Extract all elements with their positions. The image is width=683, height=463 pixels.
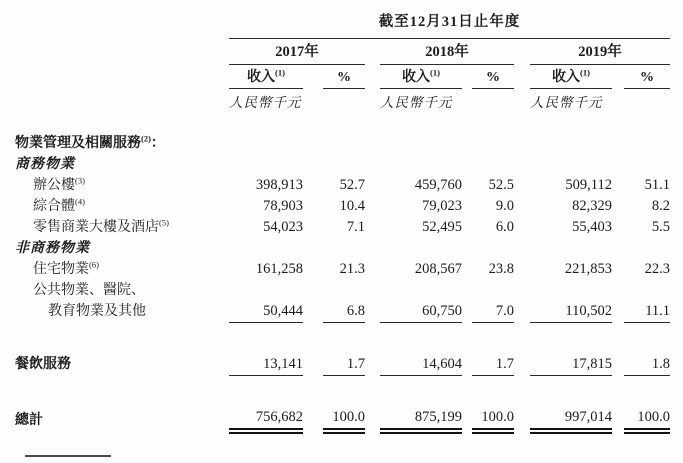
num-cell-total: 100.0 [472, 407, 514, 431]
row-label-line2: 教育物業及其他 [48, 304, 146, 319]
revenue-column-header [229, 65, 303, 89]
spacer-cell [462, 175, 472, 196]
num-cell: 7.1 [346, 219, 365, 235]
num-cell: 82,329 [572, 198, 612, 214]
year-2018-label: 2018年 [380, 39, 514, 65]
spacer-cell [303, 196, 323, 217]
year-2019-label: 2019年 [530, 39, 670, 65]
spacer-cell [229, 238, 670, 259]
num-cell: 52,495 [422, 219, 462, 235]
num-cell-total: 875,199 [380, 407, 462, 431]
percent-column-header: % [472, 65, 514, 89]
currency-note: 人民幣千元 [380, 95, 453, 110]
spacer-cell [365, 259, 380, 280]
num-cell: 17,815 [530, 354, 612, 376]
row-label [15, 175, 229, 196]
spacer-cell [462, 259, 472, 280]
spacer-cell [462, 196, 472, 217]
num-cell-total: 997,014 [530, 407, 612, 431]
spacer-cell [514, 354, 530, 376]
table-row-sub-commercial [15, 154, 670, 175]
footnote-marker: (6) [89, 259, 99, 270]
num-cell: 221,853 [564, 261, 612, 277]
row-label: 餐飲服務 [15, 357, 71, 372]
currency-note: 人民幣千元 [229, 95, 302, 110]
spacer-row [15, 322, 670, 354]
revenue-breakdown-table [15, 12, 670, 434]
num-cell-total: 100.0 [323, 407, 365, 431]
revenue-footnote-marker: (1) [275, 67, 285, 78]
subsection-label: 商務物業 [15, 157, 75, 172]
spacer-cell [612, 196, 624, 217]
table-row-office [15, 175, 670, 196]
row-label-text: 綜合體 [33, 199, 75, 214]
spacer-cell [365, 39, 380, 65]
num-cell: 6.0 [495, 219, 514, 235]
num-cell: 5.5 [651, 219, 671, 235]
spacer-cell [472, 89, 530, 114]
footnote-marker: (5) [159, 217, 169, 228]
spacer-cell [624, 89, 670, 114]
revenue-column-header [530, 65, 612, 89]
num-cell: 79,023 [422, 198, 462, 214]
num-cell: 52.7 [339, 177, 365, 193]
footnote-marker: (2) [141, 133, 151, 144]
spacer-cell [365, 217, 380, 238]
spacer-cell [303, 175, 323, 196]
header-measures-row [15, 65, 670, 89]
spacer-cell [462, 354, 472, 376]
num-cell: 54,023 [263, 219, 303, 235]
num-cell: 7.0 [472, 280, 514, 322]
row-label-line1: 公共物業、醫院、 [33, 283, 145, 298]
spacer-cell [365, 175, 380, 196]
spacer-cell [303, 407, 323, 431]
spacer-cell [612, 65, 624, 89]
spacer-cell [514, 407, 530, 431]
spacer-cell [462, 217, 472, 238]
num-cell: 459,760 [414, 177, 462, 193]
spacer-cell [514, 280, 530, 322]
num-cell: 55,403 [572, 219, 612, 235]
num-cell: 78,903 [263, 198, 303, 214]
spacer-cell [365, 65, 380, 89]
spacer-cell [514, 65, 530, 89]
num-cell: 23.8 [488, 261, 514, 277]
spacer-cell [612, 217, 624, 238]
footnote-separator [25, 455, 111, 457]
spacer-cell [462, 407, 472, 431]
header-years-row [15, 39, 670, 65]
revenue-column-header [380, 65, 462, 89]
num-cell: 9.0 [495, 198, 514, 214]
spacer-row [15, 113, 670, 133]
num-cell: 21.3 [339, 261, 365, 277]
num-cell: 208,567 [414, 261, 462, 277]
spacer-cell [462, 280, 472, 322]
spacer-cell [365, 407, 380, 431]
spacer-cell [612, 175, 624, 196]
row-label [15, 280, 229, 322]
num-cell: 398,913 [255, 177, 303, 193]
year-2017-label: 2017年 [229, 39, 365, 65]
spacer-cell [514, 196, 530, 217]
spacer-cell [303, 354, 323, 376]
section-label-colon: ： [150, 136, 165, 151]
row-label [15, 259, 229, 280]
num-cell: 22.3 [644, 261, 671, 277]
revenue-footnote-marker: (1) [430, 67, 440, 78]
percent-column-header: % [323, 65, 365, 89]
footnote-marker: (4) [75, 196, 85, 207]
spacer-cell [303, 217, 323, 238]
num-cell: 13,141 [229, 354, 303, 376]
table-row-section-property [15, 133, 670, 154]
table-row-sub-noncommercial [15, 238, 670, 259]
spacer-cell [514, 39, 530, 65]
spacer-cell [514, 217, 530, 238]
spacer-row [15, 375, 670, 407]
row-label [15, 196, 229, 217]
revenue-label: 收入 [247, 70, 276, 85]
num-cell: 1.7 [323, 354, 365, 376]
section-label-text: 物業管理及相關服務 [15, 136, 141, 151]
num-cell: 110,502 [530, 280, 612, 322]
table-row-catering [15, 354, 670, 376]
num-cell: 51.1 [644, 177, 671, 193]
num-cell: 11.1 [624, 280, 670, 322]
num-cell: 10.4 [339, 198, 365, 214]
spacer-cell [15, 89, 229, 114]
revenue-label: 收入 [552, 70, 581, 85]
header-currency-row [15, 89, 670, 114]
spacer-cell [229, 133, 670, 154]
spacer-cell [514, 175, 530, 196]
table-row-total [15, 407, 670, 431]
revenue-footnote-marker: (1) [580, 67, 590, 78]
spacer-cell [303, 259, 323, 280]
spacer-cell [612, 354, 624, 376]
percent-column-header: % [624, 65, 670, 89]
spacer-cell [365, 280, 380, 322]
spacer-cell [462, 65, 472, 89]
spacer-cell [612, 259, 624, 280]
num-cell: 6.8 [323, 280, 365, 322]
row-label-text: 住宅物業 [33, 262, 89, 277]
num-cell: 1.8 [624, 354, 670, 376]
num-cell: 8.2 [651, 198, 671, 214]
num-cell: 52.5 [488, 177, 514, 193]
spacer-cell [365, 354, 380, 376]
period-title: 截至12月31日止年度 [229, 12, 670, 39]
num-cell: 1.7 [472, 354, 514, 376]
spacer-cell [15, 39, 229, 65]
spacer-cell [303, 65, 323, 89]
num-cell-total: 100.0 [624, 407, 670, 431]
table-row-retail-hotel [15, 217, 670, 238]
spacer-cell [15, 65, 229, 89]
spacer-cell [612, 280, 624, 322]
row-label-text: 零售商業大樓及酒店 [33, 220, 159, 235]
table-row-public-other [15, 280, 670, 322]
row-label [15, 217, 229, 238]
table-row-residential [15, 259, 670, 280]
spacer-cell [303, 280, 323, 322]
num-cell-total: 756,682 [229, 407, 303, 431]
spacer-cell [323, 89, 380, 114]
table-row-complex [15, 196, 670, 217]
header-period-row [15, 12, 670, 39]
num-cell: 60,750 [380, 280, 462, 322]
currency-note: 人民幣千元 [530, 95, 603, 110]
spacer-cell [612, 407, 624, 431]
spacer-cell [15, 12, 229, 39]
num-cell: 50,444 [229, 280, 303, 322]
subsection-label: 非商務物業 [15, 241, 90, 256]
spacer-cell [514, 259, 530, 280]
row-label-text: 辦公樓 [33, 178, 75, 193]
num-cell: 14,604 [380, 354, 462, 376]
num-cell: 161,258 [255, 261, 303, 277]
footnote-marker: (3) [75, 175, 85, 186]
spacer-cell [365, 196, 380, 217]
spacer-cell [229, 154, 670, 175]
num-cell: 509,112 [565, 177, 612, 193]
total-label: 總計 [15, 412, 43, 428]
section-label [15, 133, 229, 154]
revenue-label: 收入 [402, 70, 431, 85]
